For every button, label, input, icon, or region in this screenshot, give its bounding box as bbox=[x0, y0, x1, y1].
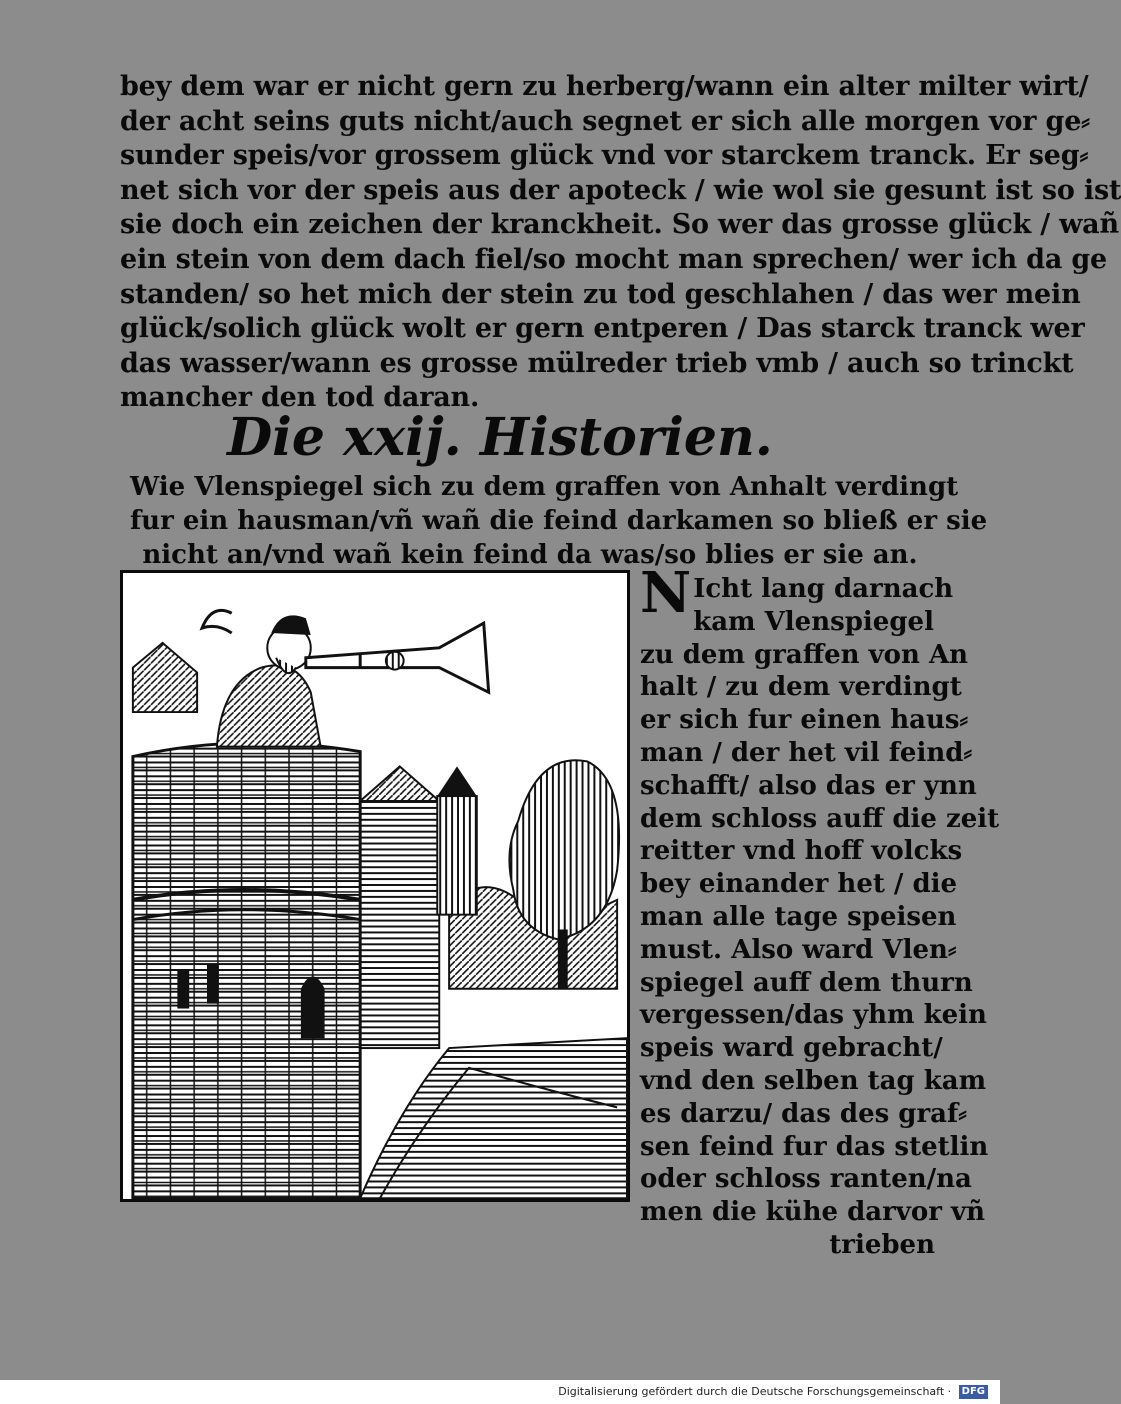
text-line: dem schloss auff die zeit bbox=[640, 803, 1000, 834]
text-line: bey einander het / die bbox=[640, 869, 958, 900]
text-line: man / der het vil feind⸗ bbox=[640, 737, 973, 768]
text-line: schafft/ also das er ynn bbox=[640, 770, 977, 801]
text-line: man alle tage speisen bbox=[640, 901, 957, 932]
woodcut-tower-trumpeter bbox=[123, 573, 627, 1199]
text-line: oder schloss ranten/na bbox=[640, 1164, 972, 1195]
summary-line: Wie Vlenspiegel sich zu dem graffen von Anhalt verdingt bbox=[130, 472, 959, 502]
drop-cap: N bbox=[640, 560, 692, 626]
text-line: er sich fur einen haus⸗ bbox=[640, 705, 969, 736]
text-line: reitter vnd hoff volcks bbox=[640, 836, 963, 867]
text-line-body: Icht lang darnach bbox=[693, 574, 954, 604]
text-line: das wasser/wann es grosse mülreder trieb vmb / auch so trinckt bbox=[120, 347, 1074, 379]
woodcut-illustration bbox=[120, 570, 630, 1202]
text-line: sunder speis/vor grossem glück vnd vor starckem tranck. Er seg⸗ bbox=[120, 140, 1089, 172]
dfg-logo: DFG bbox=[959, 1385, 988, 1399]
catchword: trieben bbox=[829, 1229, 935, 1260]
chapter-heading: Die xxij. Historien. bbox=[227, 407, 773, 468]
text-line: glück/solich glück wolt er gern entperen / Das starck tranck wer bbox=[120, 313, 1085, 345]
text-line: bey dem war er nicht gern zu herberg/wann ein alter milter wirt/ bbox=[120, 71, 1089, 102]
text-line: der acht seins guts nicht/auch segnet er sich alle morgen vor ge⸗ bbox=[120, 105, 1090, 137]
text-line: sie doch ein zeichen der kranckheit. So wer das grosse glück / wañ bbox=[120, 209, 1119, 241]
digitization-footer bbox=[0, 1380, 1000, 1404]
text-line: vergessen/das yhm kein bbox=[640, 1000, 987, 1031]
text-line: zu dem graffen von An bbox=[640, 639, 969, 670]
text-line: vnd den selben tag kam bbox=[640, 1065, 987, 1096]
text-line: mancher den tod daran. bbox=[120, 382, 480, 414]
text-line: halt / zu dem verdingt bbox=[640, 672, 962, 703]
column-paragraph bbox=[640, 560, 1000, 1262]
chapter-summary bbox=[130, 470, 988, 572]
text-line: men die kühe darvor vñ bbox=[640, 1197, 986, 1228]
text-line: spiegel auff dem thurn bbox=[640, 967, 973, 998]
text-line: ein stein von dem dach fiel/so mocht man sprechen/ wer ich da ge bbox=[120, 243, 1108, 275]
summary-line: fur ein hausman/vñ wañ die feind darkamen so bließ er sie bbox=[130, 506, 988, 536]
text-line: es darzu/ das des graf⸗ bbox=[640, 1098, 967, 1129]
summary-line: nicht an/vnd wañ kein feind da was/so blies er sie an. bbox=[142, 540, 918, 570]
text-line: sen feind fur das stetlin bbox=[640, 1131, 989, 1162]
text-line: net sich vor der speis aus der apoteck / wie wol sie gesunt ist so ist bbox=[120, 174, 1121, 206]
footer-text: Digitalisierung gefördert durch die Deutsche Forschungsgemeinschaft · bbox=[558, 1385, 952, 1398]
text-line: must. Also ward Vlen⸗ bbox=[640, 934, 957, 965]
text-line: kam Vlenspiegel bbox=[693, 606, 934, 637]
text-line: standen/ so het mich der stein zu tod geschlahen / das wer mein bbox=[120, 278, 1081, 310]
text-line: speis ward gebracht/ bbox=[640, 1033, 943, 1064]
top-paragraph bbox=[120, 70, 1121, 416]
